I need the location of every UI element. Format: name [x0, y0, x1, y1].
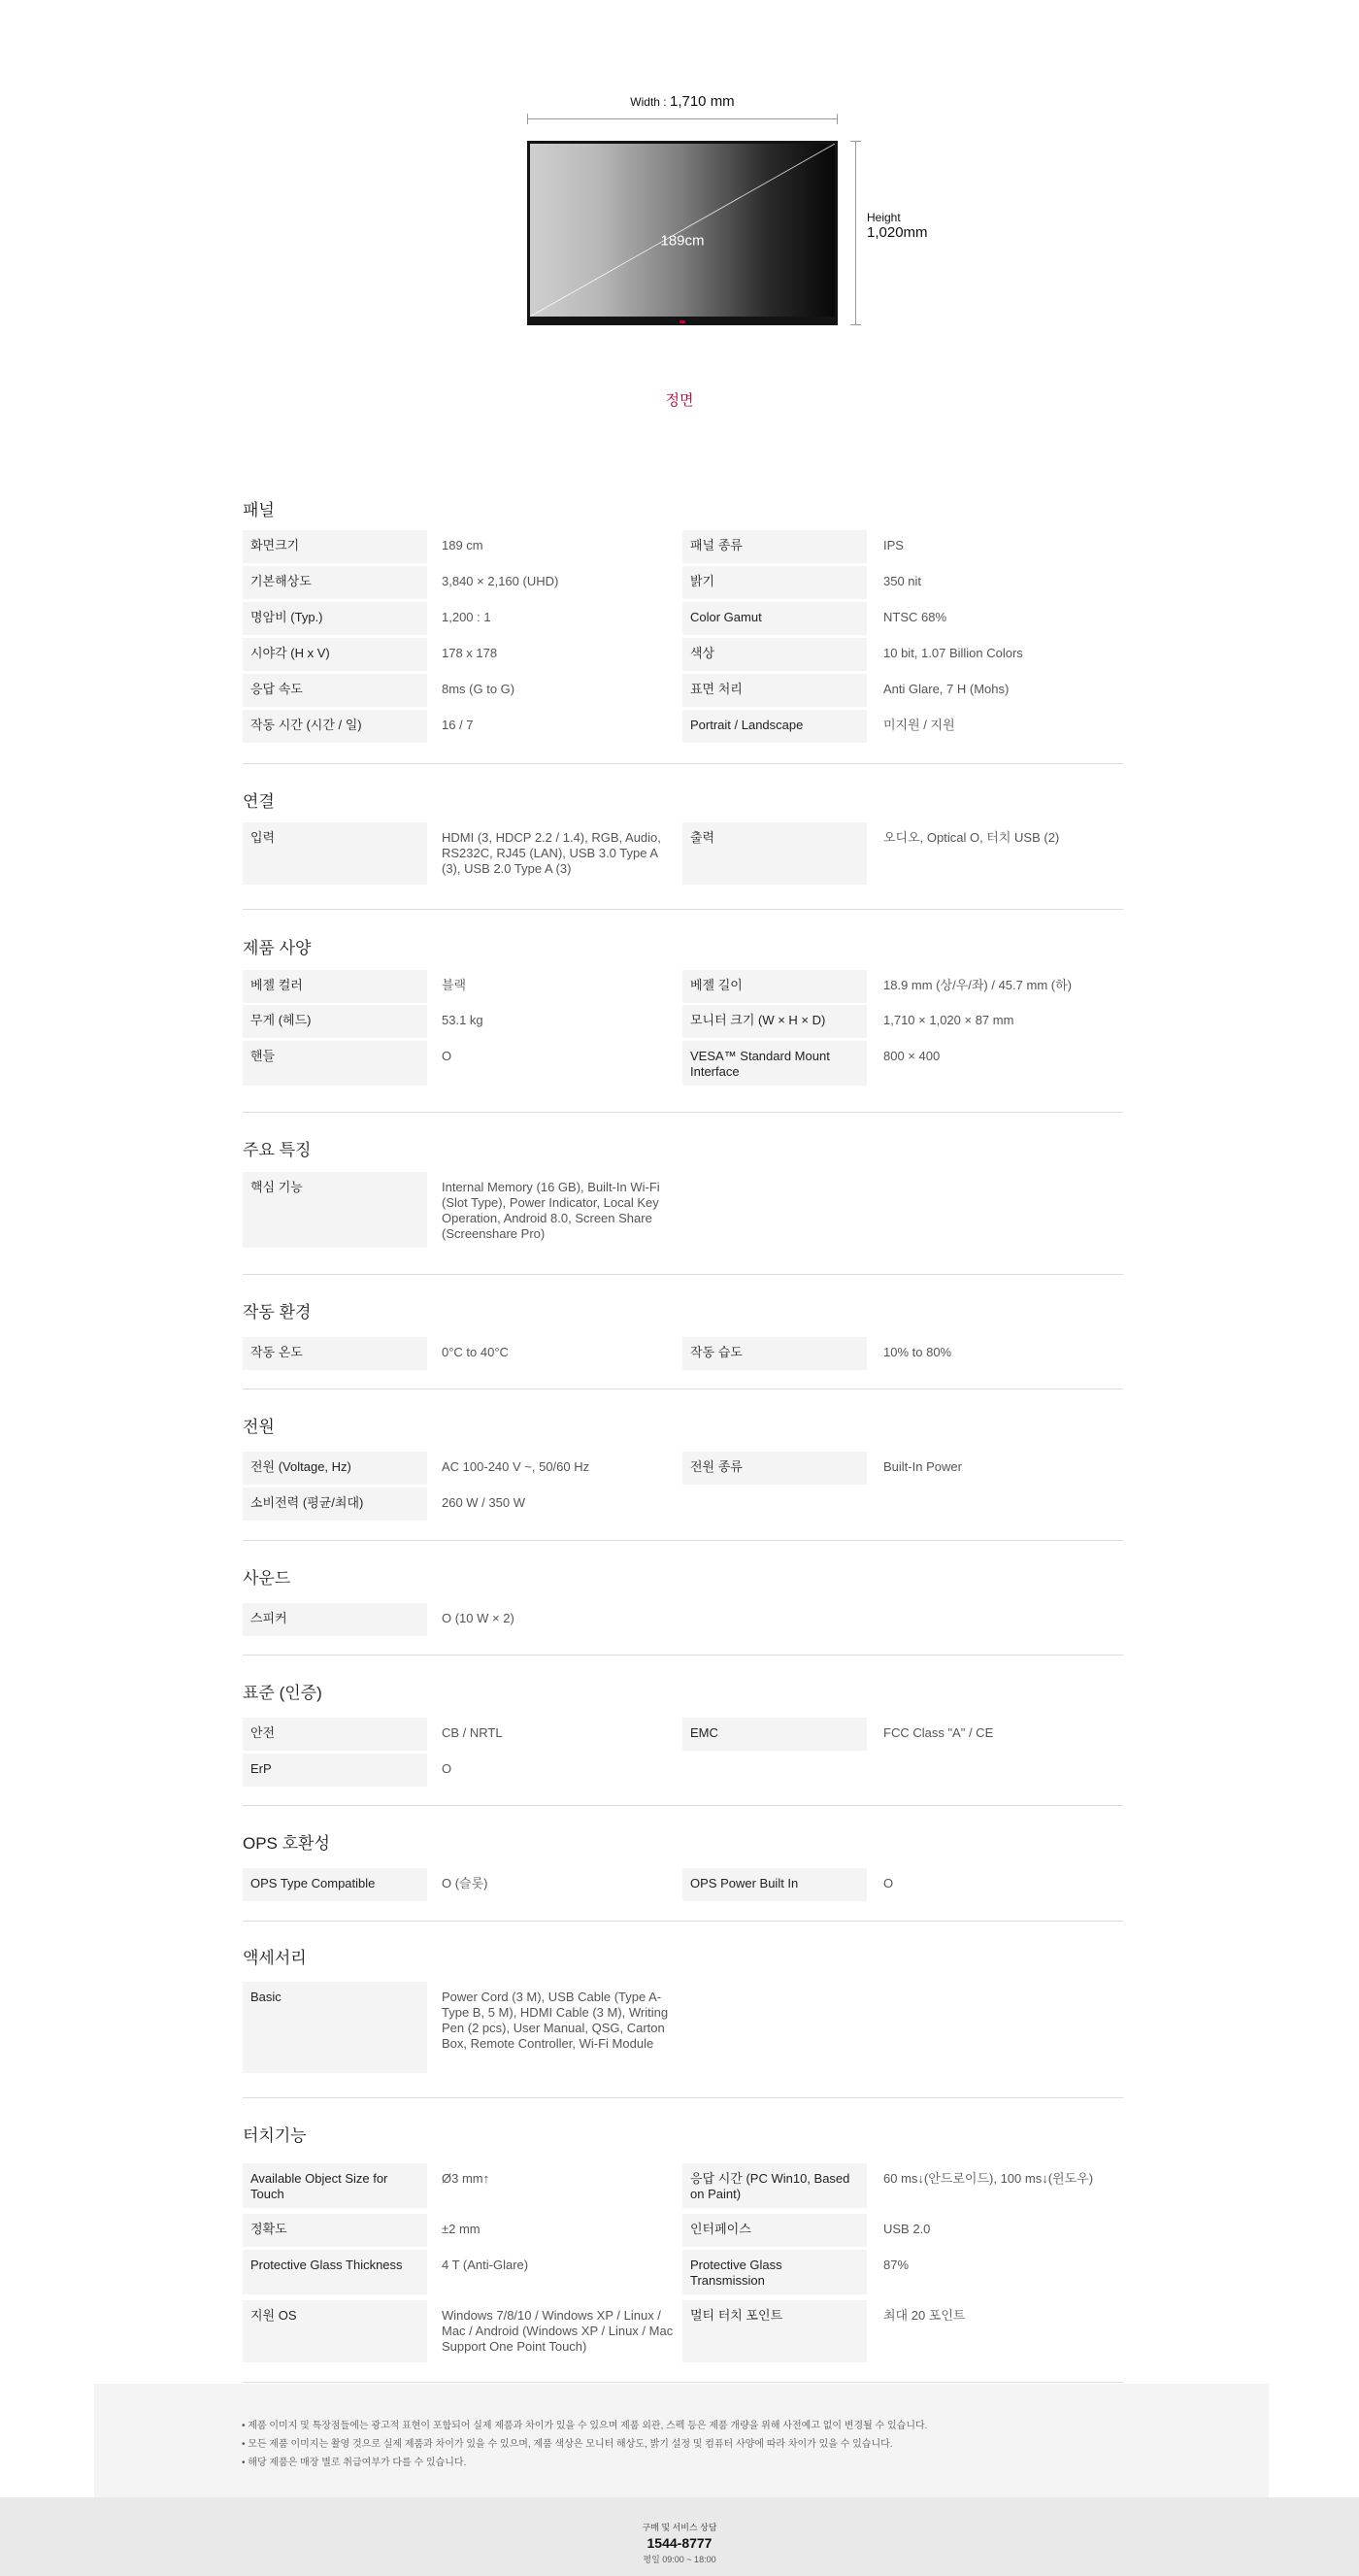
- tv-logo: [680, 320, 685, 323]
- spec-label: 시야각 (H x V): [243, 638, 427, 671]
- spec-label: 응답 시간 (PC Win10, Based on Paint): [682, 2163, 867, 2208]
- spec-value: Built-In Power: [883, 1459, 962, 1474]
- spec-label: 정확도: [243, 2214, 427, 2247]
- spec-label: 핵심 기능: [243, 1172, 427, 1248]
- section-title: OPS 호환성: [243, 1834, 330, 1853]
- disclaimer-item: • 해당 제품은 매장 별로 취급여부가 다를 수 있습니다.: [242, 2454, 927, 2472]
- section-title: 연결: [243, 792, 275, 811]
- spec-value: CB / NRTL: [442, 1725, 503, 1740]
- spec-value: Windows 7/8/10 / Windows XP / Linux / Mac / Android (Windows XP / Linux / Mac Support One Point Touch): [442, 2308, 674, 2354]
- section-title: 패널: [243, 501, 275, 519]
- section-title: 제품 사양: [243, 939, 312, 957]
- spec-label: Portrait / Landscape: [682, 710, 867, 743]
- spec-label: 베젤 길이: [682, 970, 867, 1003]
- section-divider: [243, 2382, 1123, 2383]
- contact-label: 구매 및 서비스 상담: [642, 2523, 717, 2532]
- spec-value: 0°C to 40°C: [442, 1345, 509, 1359]
- spec-label: Color Gamut: [682, 602, 867, 635]
- spec-value: O (10 W × 2): [442, 1611, 514, 1625]
- spec-value: 189 cm: [442, 538, 483, 552]
- contact-phone[interactable]: 1544-8777: [646, 2535, 713, 2551]
- width-dimension-label: [527, 93, 838, 110]
- spec-value: NTSC 68%: [883, 610, 947, 624]
- spec-value: AC 100-240 V ~, 50/60 Hz: [442, 1459, 590, 1474]
- spec-label: 명암비 (Typ.): [243, 602, 427, 635]
- spec-label: 작동 온도: [243, 1337, 427, 1370]
- spec-label: 작동 시간 (시간 / 일): [243, 710, 427, 743]
- section-divider: [243, 909, 1123, 910]
- spec-label: 응답 속도: [243, 674, 427, 707]
- section-title: 액세서리: [243, 1949, 307, 1967]
- spec-label: 지원 OS: [243, 2300, 427, 2362]
- spec-label: 스피커: [243, 1603, 427, 1636]
- spec-label: OPS Power Built In: [682, 1868, 867, 1901]
- section-title: 작동 환경: [243, 1303, 312, 1321]
- spec-label: Protective Glass Transmission: [682, 2250, 867, 2294]
- width-dimension-line: [527, 118, 838, 119]
- spec-label: EMC: [682, 1718, 867, 1751]
- height-prefix: Height: [867, 211, 901, 224]
- spec-label: 기본해상도: [243, 566, 427, 599]
- spec-label: 밝기: [682, 566, 867, 599]
- section-divider: [243, 1540, 1123, 1541]
- section-title: 전원: [243, 1418, 275, 1436]
- spec-label: 멀티 터치 포인트: [682, 2300, 867, 2362]
- spec-label: 모니터 크기 (W × H × D): [682, 1005, 867, 1038]
- spec-label: 핸들: [243, 1041, 427, 1086]
- spec-value: O: [442, 1761, 452, 1776]
- spec-label: 화면크기: [243, 530, 427, 563]
- spec-label: 무게 (헤드): [243, 1005, 427, 1038]
- section-divider: [243, 2097, 1123, 2098]
- spec-value: 1,710 × 1,020 × 87 mm: [883, 1013, 1014, 1027]
- spec-value: 3,840 × 2,160 (UHD): [442, 574, 559, 588]
- spec-value: 60 ms↓(안드로이드), 100 ms↓(윈도우): [883, 2171, 1094, 2186]
- spec-value: O: [883, 1876, 894, 1890]
- spec-value: O (슬롯): [442, 1876, 488, 1890]
- section-title: 사운드: [243, 1569, 291, 1588]
- spec-value: FCC Class "A" / CE: [883, 1725, 994, 1740]
- section-divider: [243, 1274, 1123, 1275]
- view-label[interactable]: 정면: [665, 392, 694, 409]
- section-divider: [243, 1805, 1123, 1806]
- section-title: 터치기능: [243, 2126, 307, 2145]
- disclaimer-box: [94, 2384, 1269, 2497]
- spec-value: Ø3 mm↑: [442, 2171, 490, 2186]
- height-dimension-label: [867, 211, 928, 242]
- spec-value: 10 bit, 1.07 Billion Colors: [883, 646, 1023, 660]
- disclaimer-list: [242, 2417, 927, 2472]
- spec-label: 패널 종류: [682, 530, 867, 563]
- spec-value: 오디오, Optical O, 터치 USB (2): [883, 830, 1060, 845]
- spec-label: 전원 (Voltage, Hz): [243, 1452, 427, 1485]
- height-value: 1,020mm: [867, 224, 928, 242]
- width-value: 1,710 mm: [669, 93, 735, 110]
- spec-label: Available Object Size for Touch: [243, 2163, 427, 2208]
- spec-label: VESA™ Standard Mount Interface: [682, 1041, 867, 1086]
- tv-screen: [530, 144, 835, 317]
- section-divider: [243, 1921, 1123, 1922]
- spec-value: 최대 20 포인트: [883, 2308, 966, 2323]
- height-dimension-line: [855, 141, 856, 325]
- product-dimension-diagram: [0, 0, 1359, 427]
- spec-value: 800 × 400: [883, 1049, 941, 1063]
- section-title: 주요 특징: [243, 1141, 312, 1159]
- spec-label: 작동 습도: [682, 1337, 867, 1370]
- disclaimer-item: • 제품 이미지 및 특장점들에는 광고적 표현이 포함되어 실제 제품과 차이가 있을 수 있으며 제품 외관, 스펙 등은 제품 개량을 위해 사전예고 없이 변경될 수 있습니다.: [242, 2417, 927, 2435]
- spec-label: 안전: [243, 1718, 427, 1751]
- spec-value: 1,200 : 1: [442, 610, 491, 624]
- spec-value: USB 2.0: [883, 2222, 931, 2236]
- spec-label: ErP: [243, 1754, 427, 1787]
- spec-value: O: [442, 1049, 452, 1063]
- spec-label: 색상: [682, 638, 867, 671]
- spec-value: 8ms (G to G): [442, 682, 515, 696]
- spec-label: 소비전력 (평균/최대): [243, 1488, 427, 1521]
- section-divider: [243, 1655, 1123, 1656]
- spec-value: 87%: [883, 2258, 910, 2272]
- spec-value: 53.1 kg: [442, 1013, 483, 1027]
- spec-value: 블랙: [442, 978, 467, 992]
- footer-contact: [0, 2497, 1359, 2576]
- spec-value: Power Cord (3 M), USB Cable (Type A-Type B, 5 M), HDMI Cable (3 M), Writing Pen (2 pcs), User Manual, QSG, Carton Box, Remote Controller, Wi-Fi Module: [442, 1990, 669, 2051]
- spec-label: 베젤 컬러: [243, 970, 427, 1003]
- spec-value: HDMI (3, HDCP 2.2 / 1.4), RGB, Audio, RS232C, RJ45 (LAN), USB 3.0 Type A (3), USB 2.0 Type A (3): [442, 830, 661, 876]
- section-divider: [243, 1112, 1123, 1113]
- spec-label: Protective Glass Thickness: [243, 2250, 427, 2294]
- spec-label: 표면 처리: [682, 674, 867, 707]
- spec-label: OPS Type Compatible: [243, 1868, 427, 1901]
- contact-hours: 평일 09:00 ~ 18:00: [643, 2555, 716, 2564]
- spec-label: Basic: [243, 1982, 427, 2073]
- disclaimer-item: • 모든 제품 이미지는 촬영 것으로 실제 제품과 차이가 있을 수 있으며, 제품 색상은 모니터 해상도, 밝기 설정 및 컴퓨터 사양에 따라 차이가 있을 수 있습니다.: [242, 2435, 927, 2454]
- spec-value: ±2 mm: [442, 2222, 481, 2236]
- spec-value: Anti Glare, 7 H (Mohs): [883, 682, 1010, 696]
- section-divider: [243, 1388, 1123, 1389]
- diagonal-size-label: 189cm: [660, 232, 705, 250]
- spec-value: 미지원 / 지원: [883, 718, 955, 732]
- tv-front-image: [527, 141, 838, 325]
- spec-label: 입력: [243, 822, 427, 885]
- width-prefix: Width :: [630, 95, 667, 109]
- spec-label: 인터페이스: [682, 2214, 867, 2247]
- spec-value: 4 T (Anti-Glare): [442, 2258, 529, 2272]
- spec-value: Internal Memory (16 GB), Built-In Wi-Fi (Slot Type), Power Indicator, Local Key Operation, Android 8.0, Screen Share (Screenshare Pro): [442, 1180, 660, 1241]
- section-divider: [243, 763, 1123, 764]
- spec-value: 10% to 80%: [883, 1345, 952, 1359]
- section-title: 표준 (인증): [243, 1684, 322, 1702]
- spec-label: 출력: [682, 822, 867, 885]
- spec-value: 350 nit: [883, 574, 922, 588]
- spec-value: 178 x 178: [442, 646, 498, 660]
- spec-value: 16 / 7: [442, 718, 474, 732]
- spec-value: IPS: [883, 538, 904, 552]
- spec-label: 전원 종류: [682, 1452, 867, 1485]
- spec-value: 260 W / 350 W: [442, 1495, 525, 1510]
- spec-value: 18.9 mm (상/우/좌) / 45.7 mm (하): [883, 978, 1072, 992]
- diagonal-line: [530, 144, 835, 317]
